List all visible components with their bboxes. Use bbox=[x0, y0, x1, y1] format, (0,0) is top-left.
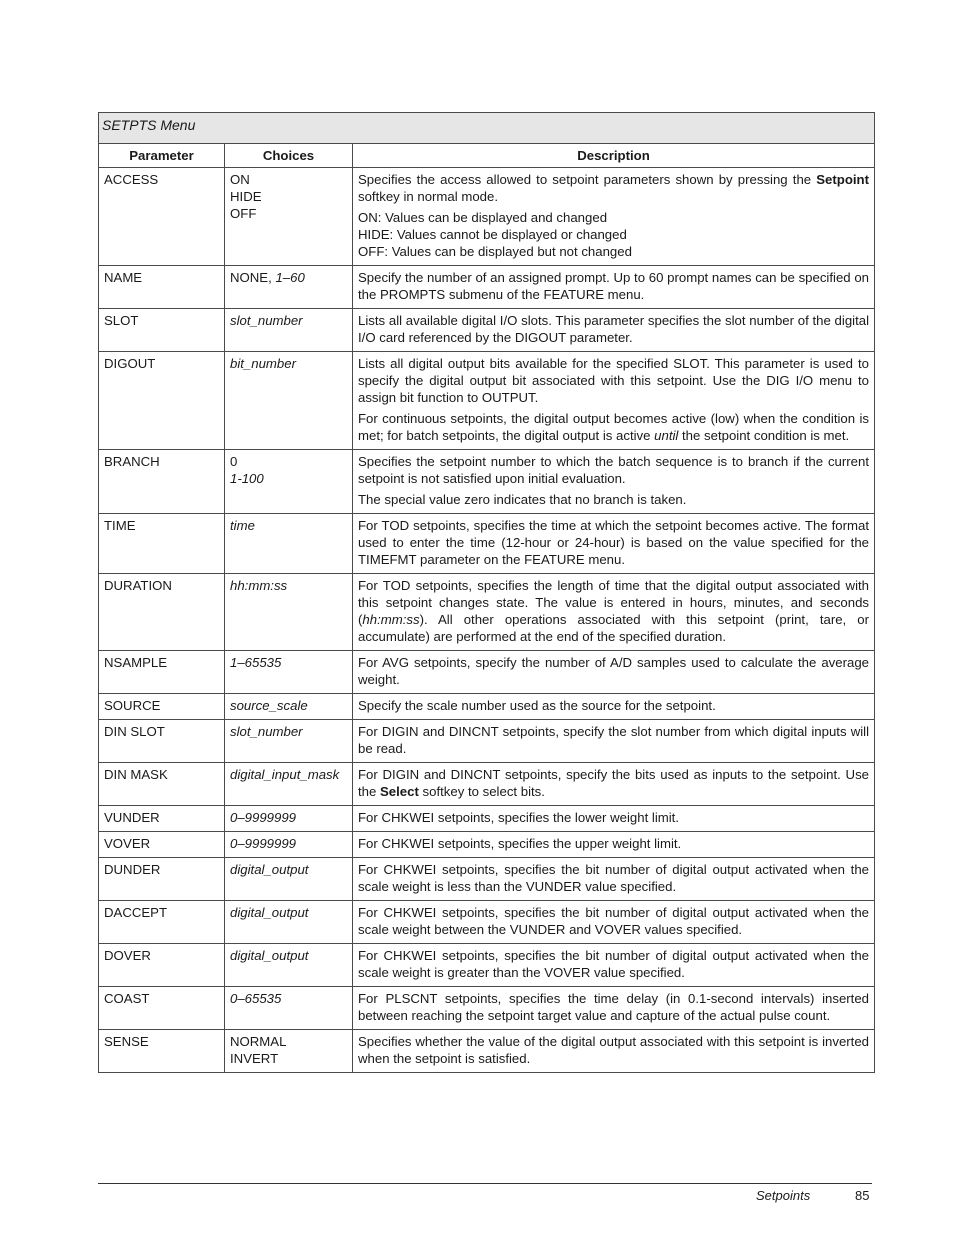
description-text: For CHKWEI setpoints, specifies the bit number of digital output activated when the scale weight is less than the VUNDER value specified. bbox=[358, 862, 870, 894]
description-text: The special value zero indicates that no branch is taken. bbox=[358, 492, 687, 507]
description-paragraph bbox=[358, 947, 869, 981]
description-cell bbox=[353, 901, 875, 944]
choice-text: 1–60 bbox=[275, 270, 305, 285]
parameter-cell: VOVER bbox=[99, 832, 225, 858]
table-row bbox=[99, 266, 875, 309]
description-cell bbox=[353, 944, 875, 987]
choice-value: 0 bbox=[230, 454, 238, 469]
parameter-cell: ACCESS bbox=[99, 168, 225, 266]
choices-cell bbox=[225, 987, 353, 1030]
choices-cell bbox=[225, 651, 353, 694]
choices-cell bbox=[225, 720, 353, 763]
header-parameter: Parameter bbox=[99, 144, 225, 168]
description-text: For CHKWEI setpoints, specifies the lower weight limit. bbox=[358, 810, 680, 825]
table-row bbox=[99, 944, 875, 987]
description-paragraph bbox=[358, 491, 869, 508]
parameter-cell: DOVER bbox=[99, 944, 225, 987]
description-cell bbox=[353, 763, 875, 806]
choice-value: 0–9999999 bbox=[230, 836, 297, 851]
choices-cell bbox=[225, 352, 353, 450]
description-cell bbox=[353, 832, 875, 858]
description-paragraph bbox=[358, 861, 869, 895]
choices-cell bbox=[225, 858, 353, 901]
description-paragraph bbox=[358, 410, 869, 444]
description-cell bbox=[353, 651, 875, 694]
parameter-cell: DIN SLOT bbox=[99, 720, 225, 763]
choice-value: 0–9999999 bbox=[230, 810, 297, 825]
description-text: For TOD setpoints, specifies the length of time that the digital output associated with this setpoint changes state. The value is entered in hours, minutes, and seconds ( bbox=[358, 578, 870, 627]
choice-value: time bbox=[230, 518, 255, 533]
choice-value: ON bbox=[230, 172, 250, 187]
parameter-cell: VUNDER bbox=[99, 806, 225, 832]
choice-value: HIDE bbox=[230, 189, 262, 204]
description-text: For CHKWEI setpoints, specifies the bit number of digital output activated when the scale weight is greater than the VOVER value specified. bbox=[358, 948, 870, 980]
description-cell bbox=[353, 720, 875, 763]
footer-section-name: Setpoints bbox=[756, 1188, 811, 1203]
parameter-cell: SLOT bbox=[99, 309, 225, 352]
description-cell bbox=[353, 987, 875, 1030]
choice-value: slot_number bbox=[230, 724, 303, 739]
description-text: hh:mm:ss bbox=[362, 612, 420, 627]
header-description: Description bbox=[353, 144, 875, 168]
description-paragraph bbox=[358, 697, 869, 714]
description-cell bbox=[353, 266, 875, 309]
choice-value: bit_number bbox=[230, 356, 296, 371]
description-text: Lists all digital output bits available for the specified SLOT. This parameter is used to specify the digital output bit associated with this setpoint. Use the DIG I/O menu to assign bit function to OUTPUT. bbox=[358, 356, 870, 405]
choice-value: 1–65535 bbox=[230, 655, 282, 670]
choice-value: hh:mm:ss bbox=[230, 578, 288, 593]
choices-cell bbox=[225, 806, 353, 832]
choice-value: slot_number bbox=[230, 313, 303, 328]
parameter-cell: SENSE bbox=[99, 1030, 225, 1073]
parameter-cell: DIN MASK bbox=[99, 763, 225, 806]
description-paragraph bbox=[358, 171, 869, 205]
description-paragraph bbox=[358, 269, 869, 303]
description-paragraph bbox=[358, 453, 869, 487]
table-body bbox=[99, 168, 875, 1073]
description-text: Specify the scale number used as the source for the setpoint. bbox=[358, 698, 716, 713]
description-cell bbox=[353, 309, 875, 352]
choice-value: digital_output bbox=[230, 905, 309, 920]
table-row bbox=[99, 309, 875, 352]
parameter-cell: NSAMPLE bbox=[99, 651, 225, 694]
description-text: For CHKWEI setpoints, specifies the bit number of digital output activated when the scale weight between the VUNDER and VOVER values specified. bbox=[358, 905, 870, 937]
parameter-cell: DUNDER bbox=[99, 858, 225, 901]
description-line: OFF: Values can be displayed but not changed bbox=[358, 244, 632, 259]
description-line: HIDE: Values cannot be displayed or changed bbox=[358, 227, 627, 242]
table-row bbox=[99, 720, 875, 763]
table-row bbox=[99, 514, 875, 574]
description-text: softkey to select bits. bbox=[418, 784, 545, 799]
menu-title: SETPTS Menu bbox=[99, 113, 875, 144]
parameter-cell: DACCEPT bbox=[99, 901, 225, 944]
description-cell bbox=[353, 450, 875, 514]
table-row bbox=[99, 987, 875, 1030]
description-paragraph bbox=[358, 577, 869, 645]
table-row bbox=[99, 352, 875, 450]
parameter-cell: DURATION bbox=[99, 574, 225, 651]
table-row bbox=[99, 168, 875, 266]
footer-page-number: 85 bbox=[855, 1188, 870, 1203]
choice-text: NONE, bbox=[230, 270, 276, 285]
choices-cell bbox=[225, 1030, 353, 1073]
description-text: Specifies the setpoint number to which the batch sequence is to branch if the current setpoint is not satisfied upon initial evaluation. bbox=[358, 454, 870, 486]
description-text: Setpoint bbox=[816, 172, 870, 187]
description-paragraph bbox=[358, 766, 869, 800]
table-row bbox=[99, 450, 875, 514]
table-row bbox=[99, 574, 875, 651]
choices-cell bbox=[225, 694, 353, 720]
choice-value: 1-100 bbox=[230, 471, 264, 486]
description-text: softkey in normal mode. bbox=[358, 189, 498, 204]
choices-cell bbox=[225, 309, 353, 352]
description-paragraph bbox=[358, 723, 869, 757]
description-text: Specify the number of an assigned prompt. Up to 60 prompt names can be specified on the PROMPTS submenu of the FEATURE menu. bbox=[358, 270, 870, 302]
table-row bbox=[99, 763, 875, 806]
parameter-cell: BRANCH bbox=[99, 450, 225, 514]
table-row bbox=[99, 832, 875, 858]
choice-value: OFF bbox=[230, 206, 257, 221]
description-cell bbox=[353, 574, 875, 651]
description-text: Select bbox=[380, 784, 419, 799]
parameter-cell: TIME bbox=[99, 514, 225, 574]
choices-cell bbox=[225, 168, 353, 266]
header-choices: Choices bbox=[225, 144, 353, 168]
description-paragraph bbox=[358, 312, 869, 346]
choices-cell bbox=[225, 514, 353, 574]
description-cell bbox=[353, 352, 875, 450]
choice-value bbox=[230, 269, 347, 286]
description-cell bbox=[353, 806, 875, 832]
choice-value: digital_output bbox=[230, 948, 309, 963]
choice-value: digital_input_mask bbox=[230, 767, 340, 782]
parameter-cell: SOURCE bbox=[99, 694, 225, 720]
description-paragraph bbox=[358, 835, 869, 852]
description-text: the setpoint condition is met. bbox=[678, 428, 850, 443]
description-paragraph bbox=[358, 809, 869, 826]
description-cell bbox=[353, 514, 875, 574]
choices-cell bbox=[225, 944, 353, 987]
setpts-menu-table bbox=[98, 112, 875, 1073]
choice-value: source_scale bbox=[230, 698, 308, 713]
description-line: ON: Values can be displayed and changed bbox=[358, 210, 608, 225]
parameter-cell: DIGOUT bbox=[99, 352, 225, 450]
description-text: Lists all available digital I/O slots. This parameter specifies the slot number of the digital I/O card referenced by the DIGOUT parameter. bbox=[358, 313, 870, 345]
description-text: For AVG setpoints, specify the number of A/D samples used to calculate the average weight. bbox=[358, 655, 870, 687]
description-paragraph bbox=[358, 654, 869, 688]
choice-value: NORMAL bbox=[230, 1034, 287, 1049]
description-paragraph bbox=[358, 990, 869, 1024]
description-text: Specifies the access allowed to setpoint parameters shown by pressing the bbox=[358, 172, 817, 187]
description-text: For CHKWEI setpoints, specifies the upper weight limit. bbox=[358, 836, 682, 851]
description-paragraph bbox=[358, 355, 869, 406]
description-text: For TOD setpoints, specifies the time at which the setpoint becomes active. The format used to enter the time (12-hour or 24-hour) is based on the value specified for the TIMEFMT parameter on the FEATURE menu. bbox=[358, 518, 870, 567]
description-text: until bbox=[654, 428, 679, 443]
choice-value: INVERT bbox=[230, 1051, 279, 1066]
choices-cell bbox=[225, 450, 353, 514]
choices-cell bbox=[225, 901, 353, 944]
choice-value: 0–65535 bbox=[230, 991, 282, 1006]
description-cell bbox=[353, 694, 875, 720]
table-row bbox=[99, 694, 875, 720]
choices-cell bbox=[225, 574, 353, 651]
description-text: Specifies whether the value of the digital output associated with this setpoint is inverted when the setpoint is satisfied. bbox=[358, 1034, 870, 1066]
description-cell bbox=[353, 1030, 875, 1073]
description-cell bbox=[353, 858, 875, 901]
table-row bbox=[99, 858, 875, 901]
description-paragraph bbox=[358, 904, 869, 938]
description-paragraph bbox=[358, 1033, 869, 1067]
description-text: For PLSCNT setpoints, specifies the time delay (in 0.1-second intervals) inserted between reaching the setpoint target value and capture of the actual pulse count. bbox=[358, 991, 870, 1023]
parameter-cell: COAST bbox=[99, 987, 225, 1030]
table-row bbox=[99, 651, 875, 694]
description-paragraph bbox=[358, 209, 869, 260]
footer-rule bbox=[98, 1183, 872, 1184]
description-text: For DIGIN and DINCNT setpoints, specify the slot number from which digital inputs will be read. bbox=[358, 724, 870, 756]
table-row bbox=[99, 1030, 875, 1073]
choices-cell bbox=[225, 763, 353, 806]
choices-cell bbox=[225, 832, 353, 858]
description-text: For continuous setpoints, the digital output becomes active (low) when the condition is met; for batch setpoints, the digital output is active bbox=[358, 411, 870, 443]
description-text: For DIGIN and DINCNT setpoints, specify the bits used as inputs to the setpoint. Use the bbox=[358, 767, 870, 799]
description-cell bbox=[353, 168, 875, 266]
choices-cell bbox=[225, 266, 353, 309]
choice-value: digital_output bbox=[230, 862, 309, 877]
parameter-cell: NAME bbox=[99, 266, 225, 309]
table-row bbox=[99, 901, 875, 944]
table-row bbox=[99, 806, 875, 832]
description-text: ). All other operations associated with this setpoint (print, tare, or accumulate) are performed at the end of the specified duration. bbox=[358, 612, 870, 644]
description-paragraph bbox=[358, 517, 869, 568]
